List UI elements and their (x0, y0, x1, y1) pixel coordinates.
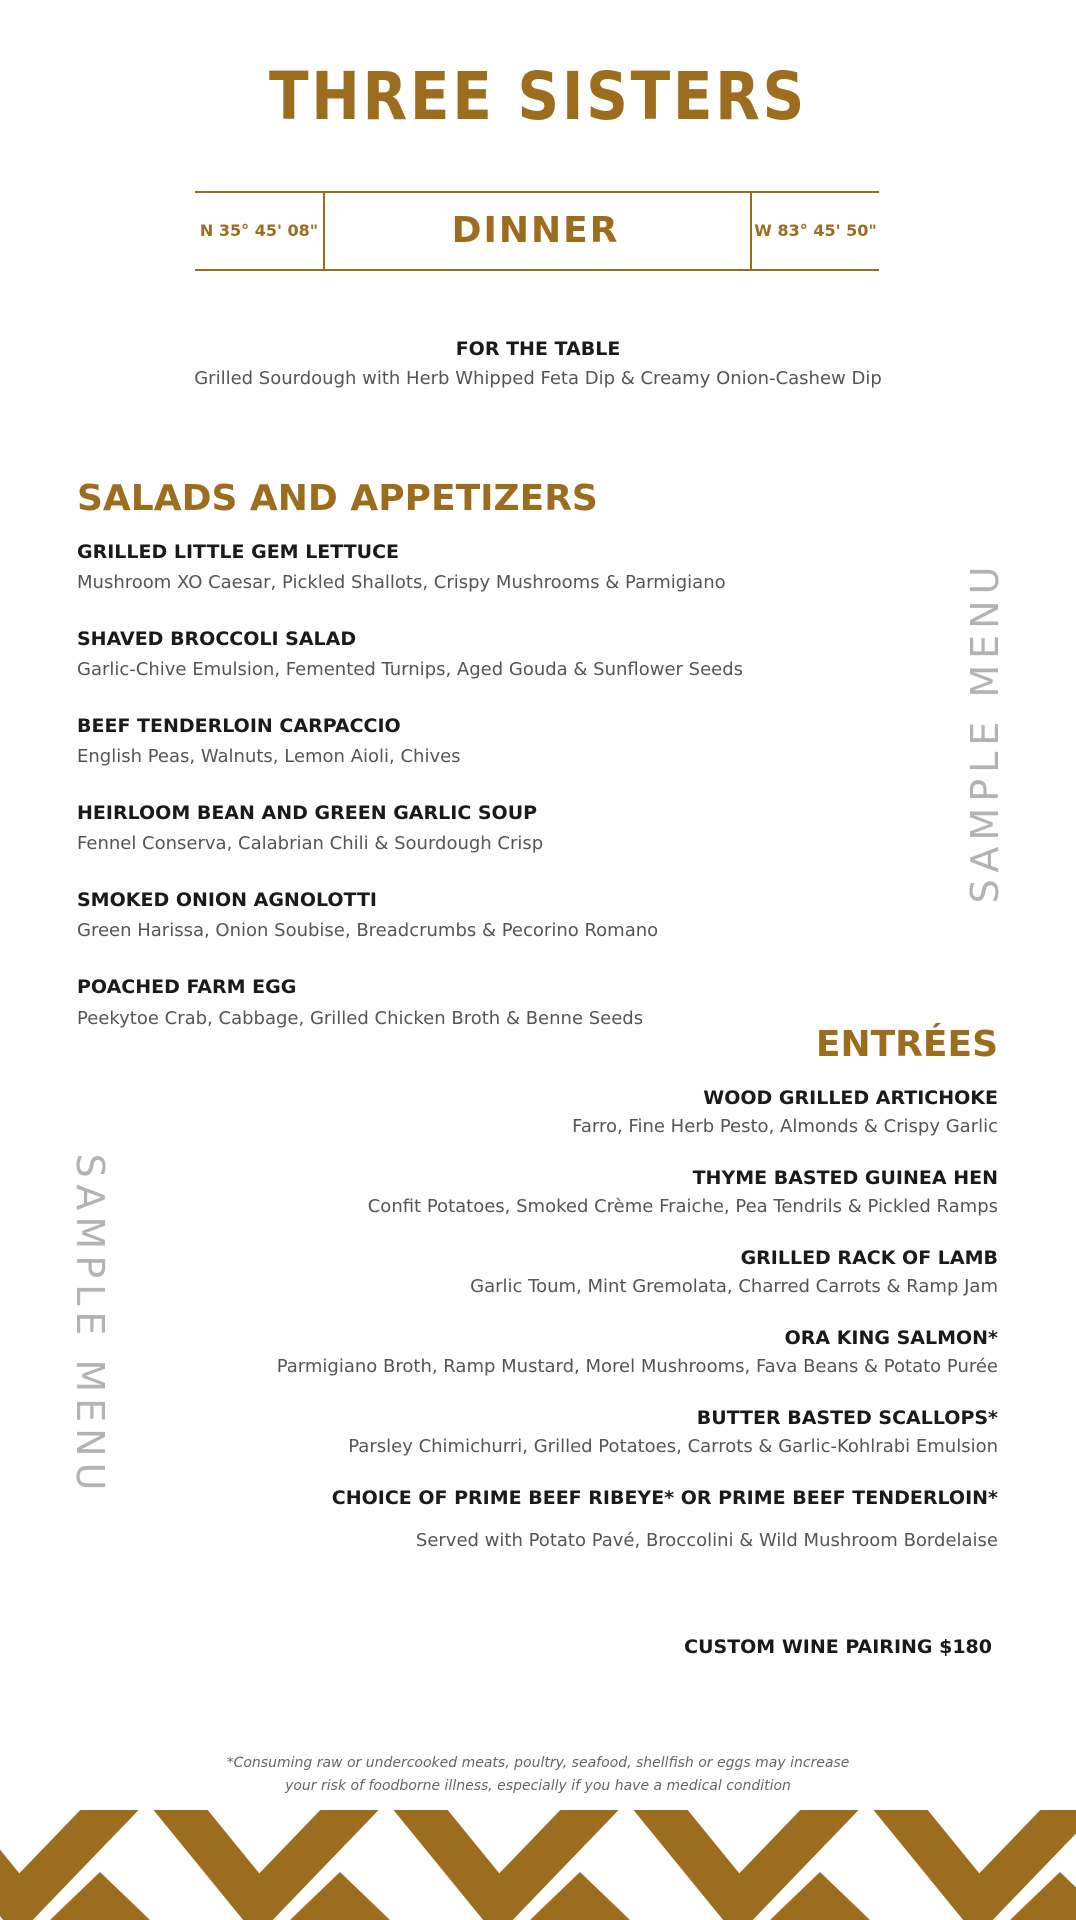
salad-item-desc: Green Harissa, Onion Soubise, Breadcrumbs & Pecorino Romano (77, 920, 659, 941)
entree-item-desc: Parmigiano Broth, Ramp Mustard, Morel Mushrooms, Fava Beans & Potato Purée (276, 1356, 998, 1377)
meal-banner (195, 191, 879, 271)
meal-title: DINNER (451, 210, 620, 251)
salad-item-name: HEIRLOOM BEAN AND GREEN GARLIC SOUP (77, 802, 538, 824)
salad-item-name: SMOKED ONION AGNOLOTTI (77, 889, 377, 911)
for-the-table-description: Grilled Sourdough with Herb Whipped Feta Dip & Creamy Onion-Cashew Dip (194, 368, 882, 389)
entrees-heading: ENTRÉES (815, 1024, 998, 1065)
disclaimer-line: *Consuming raw or undercooked meats, poultry, seafood, shellfish or eggs may increase (226, 1755, 850, 1771)
restaurant-title: THREE SISTERS (269, 58, 807, 135)
entree-item-name: BUTTER BASTED SCALLOPS* (696, 1407, 998, 1429)
salad-item-name: GRILLED LITTLE GEM LETTUCE (77, 541, 399, 563)
entree-item-desc: Farro, Fine Herb Pesto, Almonds & Crispy Garlic (572, 1116, 998, 1137)
entree-item-name: ORA KING SALMON* (784, 1327, 998, 1349)
entree-item-name: CHOICE OF PRIME BEEF RIBEYE* OR PRIME BEEF TENDERLOIN* (331, 1487, 998, 1509)
entree-item-name: THYME BASTED GUINEA HEN (692, 1167, 998, 1189)
salads-heading: SALADS AND APPETIZERS (77, 478, 598, 519)
entree-item-name: WOOD GRILLED ARTICHOKE (703, 1087, 998, 1109)
for-the-table-title: FOR THE TABLE (455, 338, 621, 360)
entree-item-name: GRILLED RACK OF LAMB (740, 1247, 998, 1269)
salad-item-desc: Peekytoe Crab, Cabbage, Grilled Chicken Broth & Benne Seeds (77, 1008, 644, 1029)
salad-item-desc: English Peas, Walnuts, Lemon Aioli, Chives (77, 746, 461, 767)
wine-pairing: CUSTOM WINE PAIRING $180 (684, 1636, 992, 1658)
salad-item-name: POACHED FARM EGG (77, 976, 297, 998)
entree-item-desc: Served with Potato Pavé, Broccolini & Wild Mushroom Bordelaise (415, 1530, 998, 1551)
chevron-border-decoration (0, 1810, 1076, 1920)
entree-item-desc: Garlic Toum, Mint Gremolata, Charred Carrots & Ramp Jam (470, 1276, 998, 1297)
salad-item-desc: Fennel Conserva, Calabrian Chili & Sourdough Crisp (77, 833, 544, 854)
entree-item-desc: Parsley Chimichurri, Grilled Potatoes, Carrots & Garlic-Kohlrabi Emulsion (348, 1436, 998, 1457)
disclaimer-line: your risk of foodborne illness, especially if you have a medical condition (285, 1778, 791, 1794)
latitude-label: N 35° 45' 08" (199, 221, 319, 240)
salad-item-desc: Garlic-Chive Emulsion, Femented Turnips, Aged Gouda & Sunflower Seeds (77, 659, 744, 680)
salad-item-desc: Mushroom XO Caesar, Pickled Shallots, Crispy Mushrooms & Parmigiano (77, 572, 726, 593)
sample-menu-watermark: SAMPLE MENU (68, 1153, 112, 1497)
entree-item-desc: Confit Potatoes, Smoked Crème Fraiche, Pea Tendrils & Pickled Ramps (367, 1196, 998, 1217)
food-safety-disclaimer (0, 1752, 1076, 1798)
salad-item-name: SHAVED BROCCOLI SALAD (77, 628, 357, 650)
sample-menu-watermark: SAMPLE MENU (963, 560, 1007, 904)
salad-item-name: BEEF TENDERLOIN CARPACCIO (77, 715, 401, 737)
longitude-label: W 83° 45' 50" (754, 221, 877, 240)
